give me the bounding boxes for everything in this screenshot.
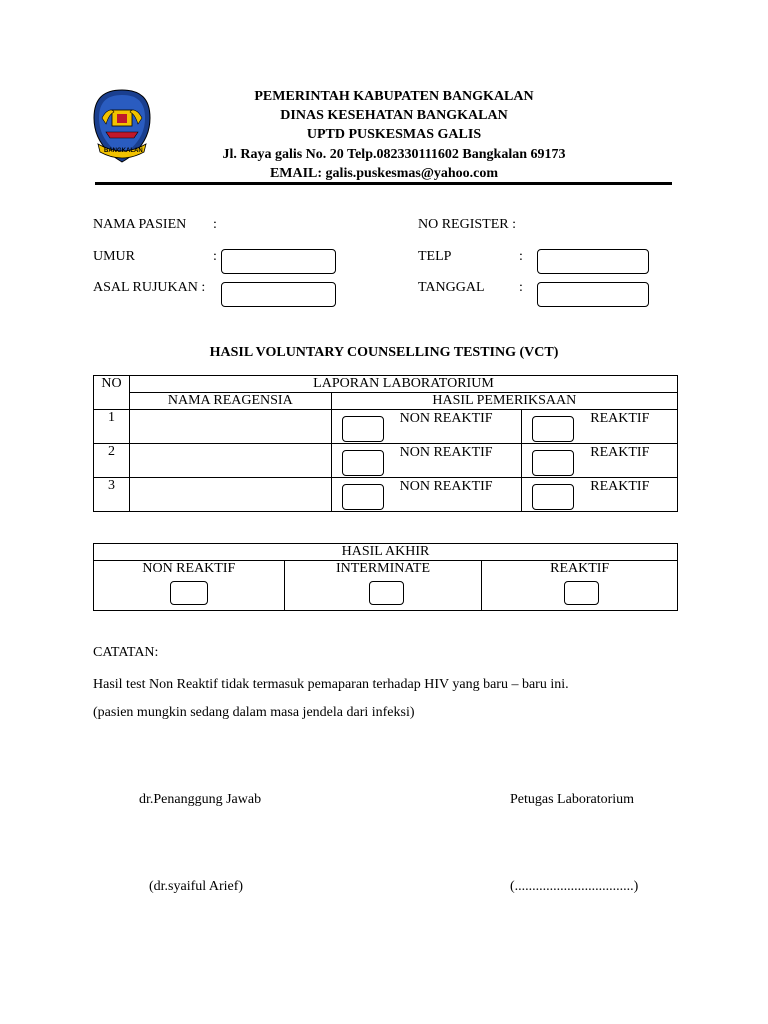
final-non-reaktif-cell bbox=[94, 561, 285, 611]
lab-table bbox=[93, 375, 678, 512]
reaktif-cell bbox=[522, 444, 678, 478]
no-header-text: NO bbox=[101, 376, 122, 391]
non-reaktif-label: NON REAKTIF bbox=[399, 411, 493, 426]
final-non-reaktif-checkbox[interactable] bbox=[170, 581, 208, 605]
non-reaktif-checkbox[interactable] bbox=[342, 484, 384, 510]
hasil-akhir-header-text: HASIL AKHIR bbox=[341, 544, 430, 559]
nama-pasien-label: NAMA PASIEN bbox=[93, 217, 187, 232]
catatan-title: CATATAN: bbox=[93, 645, 159, 660]
non-reaktif-cell bbox=[331, 410, 522, 444]
final-reaktif-checkbox[interactable] bbox=[564, 581, 599, 605]
hasil-akhir-header bbox=[94, 544, 678, 561]
non-reaktif-cell bbox=[331, 478, 522, 512]
final-interminate-checkbox[interactable] bbox=[369, 581, 404, 605]
reaktif-cell bbox=[522, 478, 678, 512]
table-row bbox=[94, 444, 678, 478]
telp-colon: : bbox=[519, 249, 523, 264]
asal-rujukan-label: ASAL RUJUKAN : bbox=[93, 280, 206, 295]
reagensia-header-text: NAMA REAGENSIA bbox=[167, 393, 293, 408]
reagensia-header bbox=[129, 393, 331, 410]
reagensia-cell[interactable] bbox=[129, 444, 331, 478]
tanggal-colon: : bbox=[519, 280, 523, 295]
row-no-text: 2 bbox=[107, 444, 115, 459]
non-reaktif-checkbox[interactable] bbox=[342, 416, 384, 442]
header-line-1: PEMERINTAH KABUPATEN BANGKALAN bbox=[254, 89, 534, 104]
reaktif-label: REAKTIF bbox=[590, 411, 650, 426]
final-non-reaktif-label: NON REAKTIF bbox=[142, 561, 236, 576]
header-line-3: UPTD PUSKESMAS GALIS bbox=[306, 127, 482, 142]
header-line-5: EMAIL: galis.puskesmas@yahoo.com bbox=[269, 166, 499, 181]
telp-field[interactable] bbox=[537, 249, 649, 274]
umur-label: UMUR bbox=[93, 249, 136, 264]
catatan-line-2: (pasien mungkin sedang dalam masa jendela dari infeksi) bbox=[93, 705, 415, 720]
row-no-text: 3 bbox=[107, 478, 115, 493]
catatan-line-1: Hasil test Non Reaktif tidak termasuk pemaparan terhadap HIV yang baru – baru ini. bbox=[93, 677, 569, 692]
header-divider bbox=[95, 182, 672, 185]
no-register-label: NO REGISTER : bbox=[418, 217, 516, 232]
non-reaktif-cell bbox=[331, 444, 522, 478]
nama-pasien-colon: : bbox=[213, 217, 217, 232]
reaktif-cell bbox=[522, 410, 678, 444]
umur-field[interactable] bbox=[221, 249, 336, 274]
final-interminate-label: INTERMINATE bbox=[335, 561, 431, 576]
penanggung-jawab-name: (dr.syaiful Arief) bbox=[149, 879, 244, 894]
final-interminate-cell bbox=[284, 561, 482, 611]
non-reaktif-label: NON REAKTIF bbox=[399, 479, 493, 494]
final-reaktif-label: REAKTIF bbox=[550, 561, 610, 576]
final-reaktif-cell bbox=[482, 561, 678, 611]
reaktif-label: REAKTIF bbox=[590, 445, 650, 460]
header-line-2: DINAS KESEHATAN BANGKALAN bbox=[280, 108, 508, 123]
row-no-text: 1 bbox=[107, 410, 115, 425]
penanggung-jawab-title: dr.Penanggung Jawab bbox=[139, 792, 262, 807]
lab-header bbox=[129, 376, 677, 393]
section-title: HASIL VOLUNTARY COUNSELLING TESTING (VCT) bbox=[209, 345, 559, 360]
telp-label: TELP bbox=[418, 249, 452, 264]
lab-header-text: LAPORAN LABORATORIUM bbox=[313, 376, 494, 391]
reaktif-checkbox[interactable] bbox=[532, 416, 574, 442]
row-no bbox=[94, 478, 130, 512]
logo-text: BANGKALAN bbox=[104, 148, 143, 154]
petugas-lab-title: Petugas Laboratorium bbox=[510, 792, 635, 807]
row-no bbox=[94, 410, 130, 444]
reaktif-checkbox[interactable] bbox=[532, 450, 574, 476]
tanggal-field[interactable] bbox=[537, 282, 649, 307]
reagensia-cell[interactable] bbox=[129, 410, 331, 444]
reaktif-label: REAKTIF bbox=[590, 479, 650, 494]
table-row bbox=[94, 410, 678, 444]
header-line-4: Jl. Raya galis No. 20 Telp.082330111602 Bangkalan 69173 bbox=[222, 147, 566, 162]
hasil-header bbox=[331, 393, 677, 410]
reagensia-cell[interactable] bbox=[129, 478, 331, 512]
table-row bbox=[94, 478, 678, 512]
umur-colon: : bbox=[213, 249, 217, 264]
reaktif-checkbox[interactable] bbox=[532, 484, 574, 510]
asal-rujukan-field[interactable] bbox=[221, 282, 336, 307]
tanggal-label: TANGGAL bbox=[418, 280, 485, 295]
no-header bbox=[94, 376, 130, 410]
petugas-lab-name: (..................................) bbox=[510, 879, 639, 894]
hasil-header-text: HASIL PEMERIKSAAN bbox=[432, 393, 577, 408]
row-no bbox=[94, 444, 130, 478]
non-reaktif-label: NON REAKTIF bbox=[399, 445, 493, 460]
non-reaktif-checkbox[interactable] bbox=[342, 450, 384, 476]
final-result-table bbox=[93, 543, 678, 611]
